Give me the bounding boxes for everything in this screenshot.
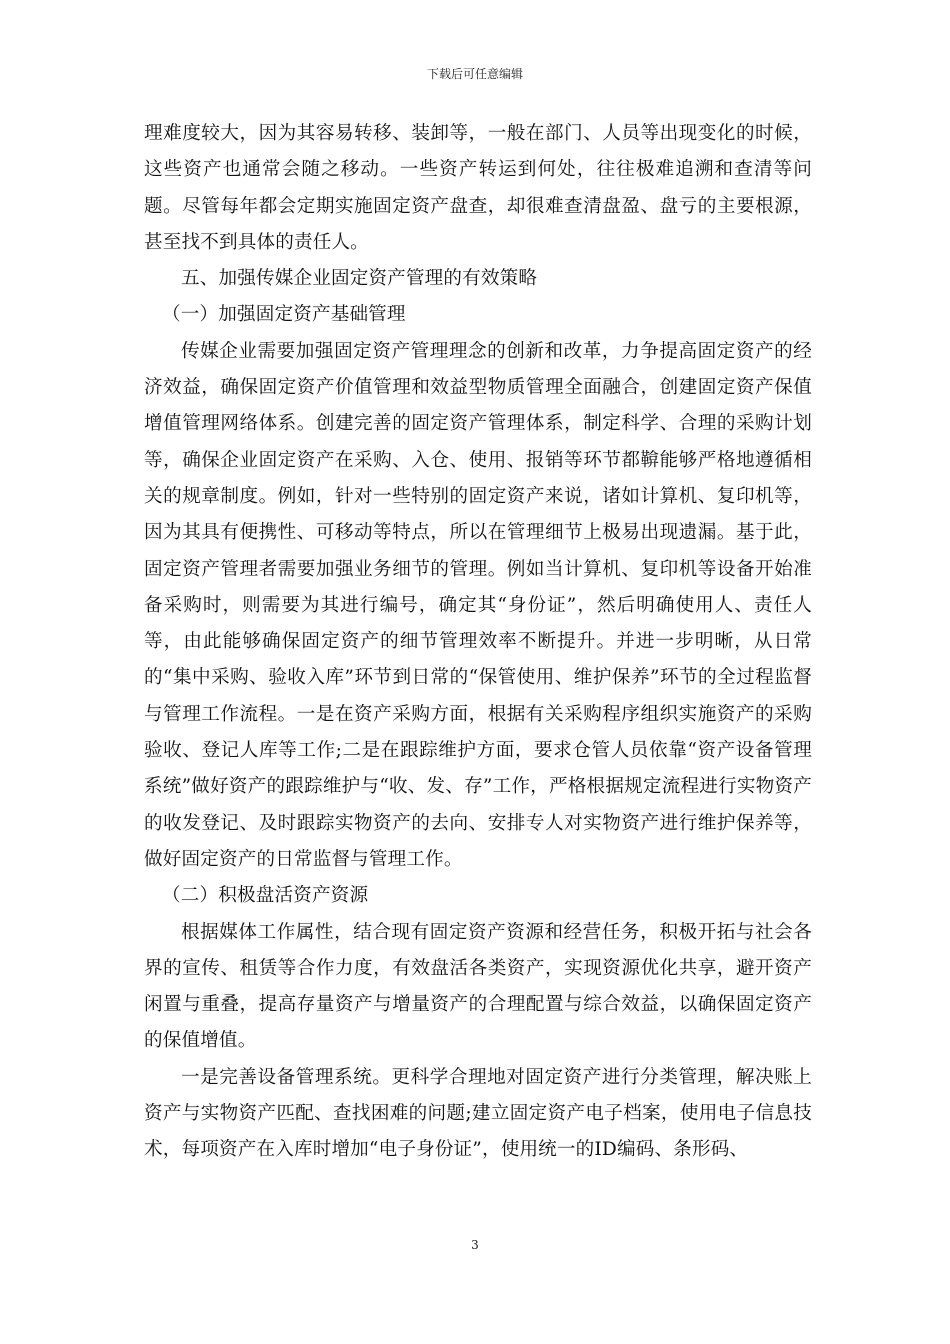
page-number: 3	[471, 1238, 479, 1252]
paragraph-basic-management: 传媒企业需要加强固定资产管理理念的创新和改革，力争提高固定资产的经济效益，确保固定资产价值管理和效益型物质管理全面融合，创建固定资产保值增值管理网络体系。创建完善的固定资产管理体系，制定科学、合理的采购计划等，确保企业固定资产在采购、入仓、使用、报销等环节都鞥能够严格地遵循相关的规章制度。例如，针对一些特别的固定资产来说，诸如计算机、复印机等，因为其具有便携性、可移动等特点，所以在管理细节上极易出现遗漏。基于此，固定资产管理者需要加强业务细节的管理。例如当计算机、复印机等设备开始准备采购时，则需要为其进行编号，确定其“身份证”，然后明确使用人、责任人等，由此能够确保固定资产的细节管理效率不断提升。并进一步明晰，从日常的“集中采购、验收入库”环节到日常的“保管使用、维护保养”环节的全过程监督与管理工作流程。一是在资产采购方面，根据有关采购程序组织实施资产的采购验收、登记人库等工作;二是在跟踪维护方面，要求仓管人员依靠“资产设备管理系统”做好资产的跟踪维护与“收、发、存”工作，严格根据规定流程进行实物资产的收发登记、及时跟踪实物资产的去向、安排专人对实物资产进行维护保养等，做好固定资产的日常监督与管理工作。	[144, 340, 812, 870]
document-body	[144, 116, 812, 1169]
paragraph-equipment-system: 一是完善设备管理系统。更科学合理地对固定资产进行分类管理，解决账上资产与实物资产匹配、查找困难的问题;建立固定资产电子档案，使用电子信息技术，每项资产在入库时增加“电子身份证”，使用统一的ID编码、条形码、	[144, 1066, 812, 1161]
section-heading-5: 五、加强传媒企业固定资产管理的有效策略	[181, 268, 538, 290]
subsection-heading-1: （一）加强固定资产基础管理	[162, 304, 406, 326]
paragraph-continuation: 理难度较大，因为其容易转移、装卸等，一般在部门、人员等出现变化的时候，这些资产也通常会随之移动。一些资产转运到何处，往往极难追溯和查清等问题。尽管每年都会定期实施固定资产盘查，却很难查清盘盈、盘亏的主要根源，甚至找不到具体的责任人。	[144, 123, 812, 253]
paragraph-revitalize-assets: 根据媒体工作属性，结合现有固定资产资源和经营任务，积极开拓与社会各界的宣传、租赁等合作力度，有效盘活各类资产，实现资源优化共享，避开资产闲置与重叠，提高存量资产与增量资产的合理配置与综合效益，以确保固定资产的保值增值。	[144, 921, 812, 1052]
subsection-heading-2: （二）积极盘活资产资源	[162, 885, 369, 907]
page-header: 下载后可任意编辑	[426, 67, 523, 81]
